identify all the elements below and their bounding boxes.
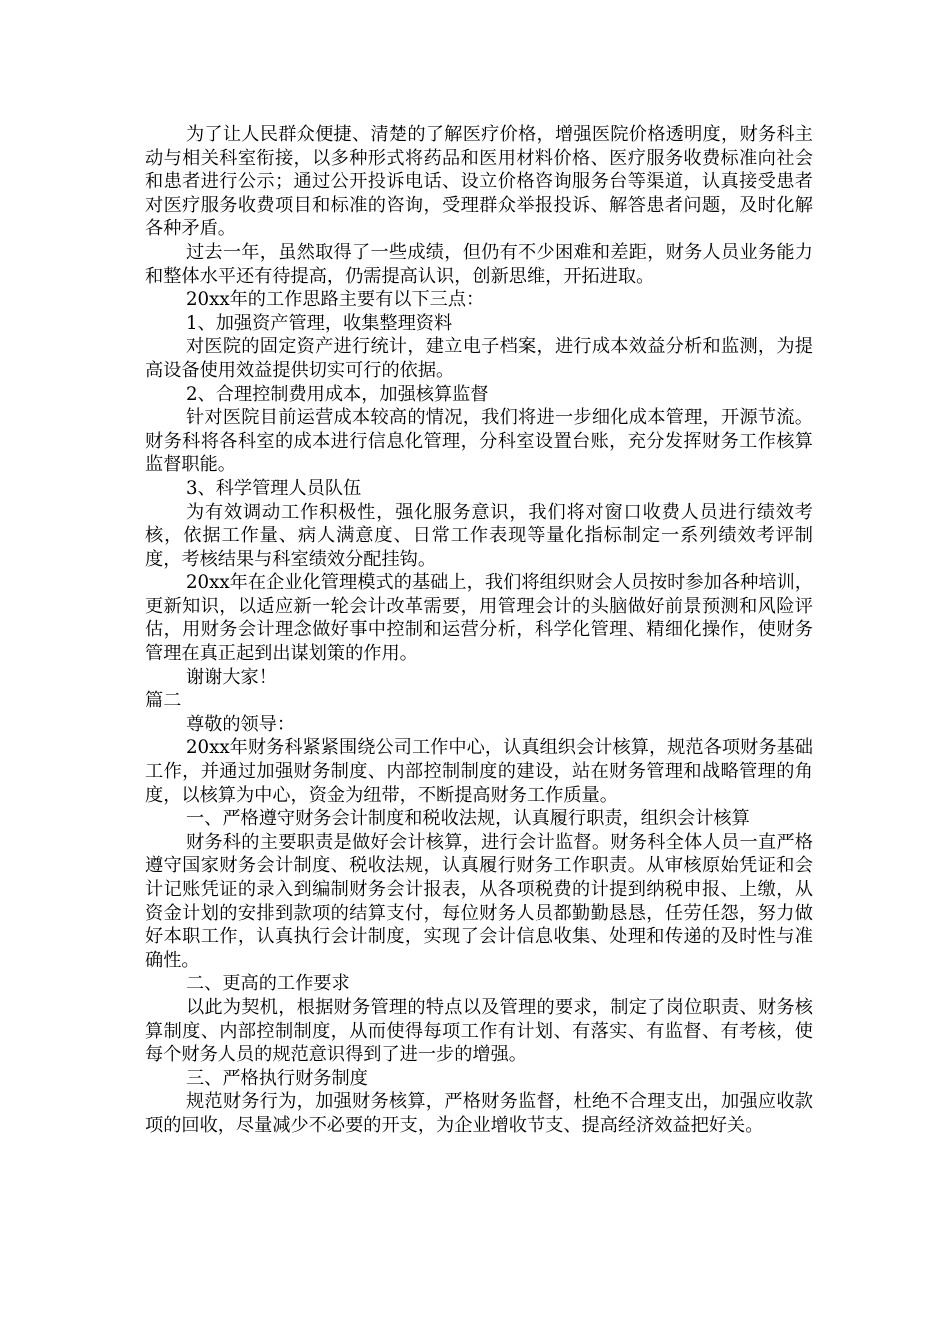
paragraph: 20xx年的工作思路主要有以下三点： (185, 289, 485, 311)
paragraph: 对医院的固定资产进行统计，建立电子档案，进行成本效益分析和监测，为提高设备使用效益提供切实可行的依据。 (145, 336, 813, 381)
paragraph: 尊敬的领导： (185, 713, 296, 735)
paragraph: 一、严格遵守财务会计制度和税收法规，认真履行职责，组织会计核算 (185, 808, 750, 830)
paragraph: 2、合理控制费用成本，加强核算监督 (185, 383, 489, 405)
paragraph: 过去一年，虽然取得了一些成绩，但仍有不少困难和差距，财务人员业务能力和整体水平还有待提高，仍需提高认识，创新思维，开拓进取。 (145, 241, 813, 287)
section-heading: 篇二 (145, 690, 182, 712)
paragraph: 二、更高的工作要求 (185, 973, 350, 995)
paragraph: 20xx年在企业化管理模式的基础上，我们将组织财会人员按时参加各种培训，更新知识，以适应新一轮会计改革需要，用管理会计的头脑做好前景预测和风险评估，用财务会计理念做好事中控制和运营分析，科学化管理、精细化操作，使财务管理在真正起到出谋划策的作用。 (145, 572, 813, 665)
paragraph: 为了让人民群众便捷、清楚的了解医疗价格，增强医院价格透明度，财务科主动与相关科室衔接，以多种形式将药品和医用材料价格、医疗服务收费标准向社会和患者进行公示；通过公开投诉电话、设立价格咨询服务台等渠道，认真接受患者对医疗服务收费项目和标准的咨询，受理群众举报投诉、解答患者问题，及时化解各种矛盾。 (145, 124, 813, 240)
paragraph: 3、科学管理人员队伍 (185, 477, 362, 499)
paragraph: 谢谢大家！ (185, 666, 277, 688)
document-body (145, 123, 813, 1138)
paragraph: 1、加强资产管理，收集整理资料 (185, 312, 453, 334)
paragraph: 20xx年财务科紧紧围绕公司工作中心，认真组织会计核算，规范各项财务基础工作，并通过加强财务制度、内部控制制度的建设，站在财务管理和战略管理的角度，以核算为中心，资金为纽带，不断提高财务工作质量。 (145, 737, 813, 806)
paragraph: 针对医院目前运营成本较高的情况，我们将进一步细化成本管理，开源节流。财务科将各科室的成本进行信息化管理，分科室设置台账，充分发挥财务工作核算监督职能。 (145, 407, 813, 476)
paragraph: 三、严格执行财务制度 (185, 1067, 368, 1089)
paragraph: 以此为契机，根据财务管理的特点以及管理的要求，制定了岗位职责、财务核算制度、内部控制制度，从而使得每项工作有计划、有落实、有监督、有考核，使每个财务人员的规范意识得到了进一步的增强。 (145, 996, 813, 1066)
paragraph: 财务科的主要职责是做好会计核算，进行会计监督。财务科全体人员一直严格遵守国家财务会计制度、税收法规，认真履行财务工作职责。从审核原始凭证和会计记账凭证的录入到编制财务会计报表，从各项税费的计提到纳税申报、上缴，从资金计划的安排到款项的结算支付，每位财务人员都勤勤恳恳，任劳任怨，努力做好本职工作，认真执行会计制度，实现了会计信息收集、处理和传递的及时性与准确性。 (145, 831, 813, 971)
paragraph: 为有效调动工作积极性，强化服务意识，我们将对窗口收费人员进行绩效考核，依据工作量、病人满意度、日常工作表现等量化指标制定一系列绩效考评制度，考核结果与科室绩效分配挂钩。 (145, 501, 813, 570)
paragraph: 规范财务行为，加强财务核算，严格财务监督，杜绝不合理支出，加强应收款项的回收，尽量减少不必要的开支，为企业增收节支、提高经济效益把好关。 (145, 1091, 813, 1136)
